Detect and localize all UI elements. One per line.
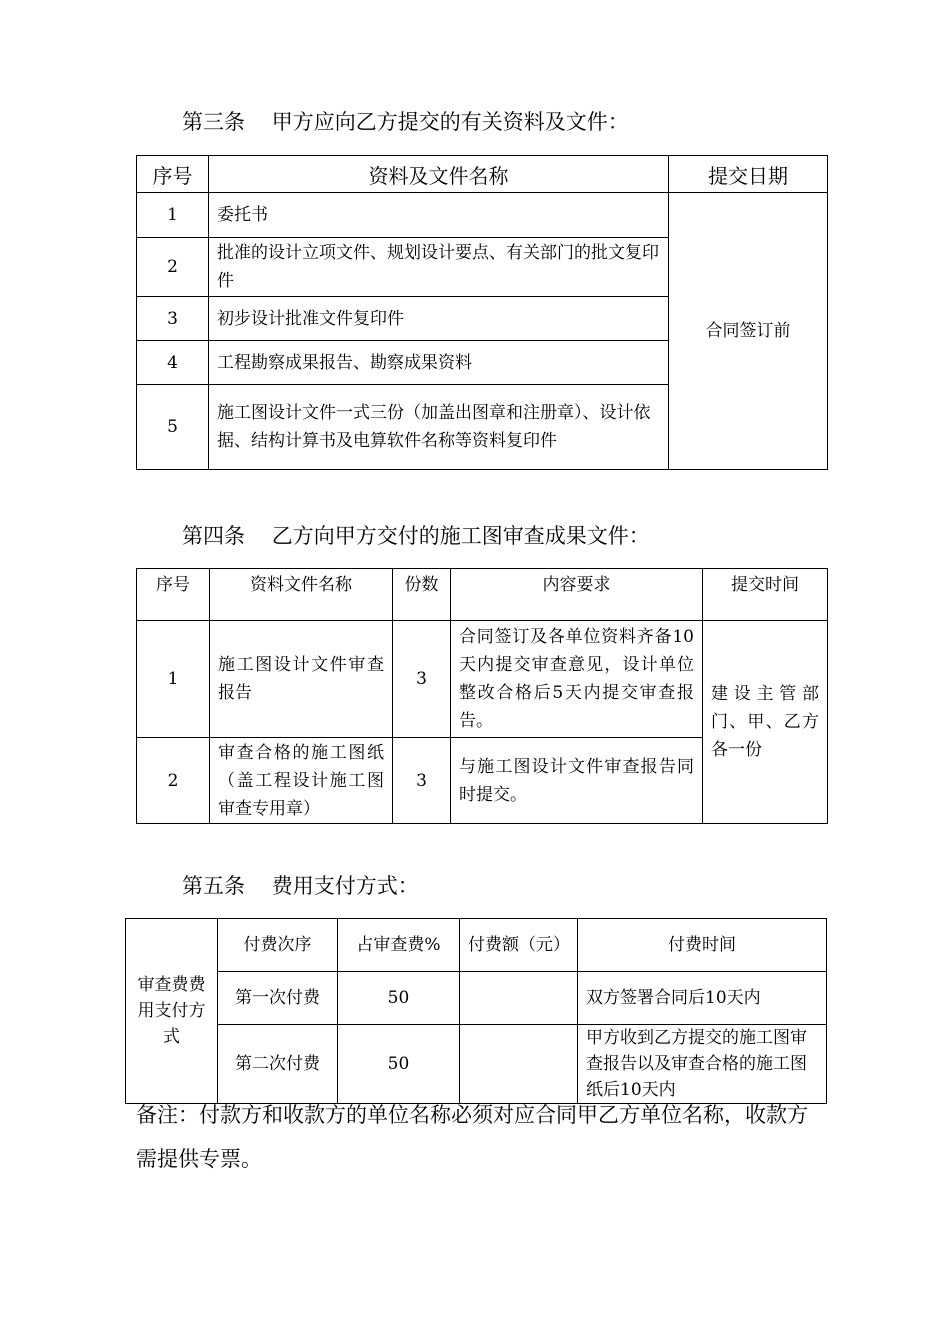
column-header: 占审查费%	[338, 919, 460, 972]
article3-heading: 第三条 甲方应向乙方提交的有关资料及文件：	[182, 110, 629, 134]
copies: 3	[393, 738, 451, 824]
row-number: 5	[137, 385, 209, 470]
row-number: 1	[137, 621, 210, 738]
payment-side-label: 审查费费用支付方式	[126, 919, 218, 1104]
document-name: 施工图设计文件一式三份（加盖出图章和注册章）、设计依据、结构计算书及电算软件名称等资料复印件	[209, 385, 669, 470]
column-header: 资料文件名称	[210, 569, 393, 621]
payment-order: 第一次付费	[218, 972, 338, 1025]
submission-date: 合同签订前	[669, 193, 828, 470]
payment-time: 甲方收到乙方提交的施工图审查报告以及审查合格的施工图纸后10天内	[578, 1025, 827, 1104]
document-name: 审查合格的施工图纸（盖工程设计施工图审查专用章）	[210, 738, 393, 824]
article4-heading: 第四条 乙方向甲方交付的施工图审查成果文件：	[182, 524, 650, 548]
column-header: 付费次序	[218, 919, 338, 972]
submission-time: 建设主管部门、甲、乙方各一份	[703, 621, 828, 824]
row-number: 1	[137, 193, 209, 238]
table-row	[137, 621, 828, 738]
table-header-row	[137, 569, 828, 621]
row-number: 2	[137, 238, 209, 297]
article3-table	[136, 155, 828, 470]
column-header: 提交日期	[669, 156, 828, 193]
row-number: 3	[137, 297, 209, 341]
document-name: 工程勘察成果报告、勘察成果资料	[209, 341, 669, 385]
column-header: 份数	[393, 569, 451, 621]
payment-percent: 50	[338, 1025, 460, 1104]
row-number: 2	[137, 738, 210, 824]
document-name: 施工图设计文件审查报告	[210, 621, 393, 738]
payment-percent: 50	[338, 972, 460, 1025]
article4-table	[136, 568, 828, 824]
column-header: 序号	[137, 569, 210, 621]
column-header: 资料及文件名称	[209, 156, 669, 193]
table-header-row	[126, 919, 827, 972]
column-header: 付费额（元）	[460, 919, 578, 972]
document-name: 初步设计批准文件复印件	[209, 297, 669, 341]
payment-amount	[460, 1025, 578, 1104]
table-header-row	[137, 156, 828, 193]
column-header: 付费时间	[578, 919, 827, 972]
payment-amount	[460, 972, 578, 1025]
payment-order: 第二次付费	[218, 1025, 338, 1104]
table-row	[126, 972, 827, 1025]
column-header: 提交时间	[703, 569, 828, 621]
row-number: 4	[137, 341, 209, 385]
column-header: 序号	[137, 156, 209, 193]
document-name: 委托书	[209, 193, 669, 238]
article5-heading: 第五条 费用支付方式：	[182, 874, 419, 898]
content-requirement: 合同签订及各单位资料齐备10天内提交审查意见，设计单位整改合格后5天内提交审查报告。	[451, 621, 703, 738]
table-row	[126, 1025, 827, 1104]
remark-note: 备注：付款方和收款方的单位名称必须对应合同甲乙方单位名称，收款方需提供专票。	[136, 1103, 808, 1171]
copies: 3	[393, 621, 451, 738]
article5-table	[125, 918, 827, 1104]
document-name: 批准的设计立项文件、规划设计要点、有关部门的批文复印件	[209, 238, 669, 297]
content-requirement: 与施工图设计文件审查报告同时提交。	[451, 738, 703, 824]
table-row	[137, 193, 828, 238]
column-header: 内容要求	[451, 569, 703, 621]
payment-time: 双方签署合同后10天内	[578, 972, 827, 1025]
